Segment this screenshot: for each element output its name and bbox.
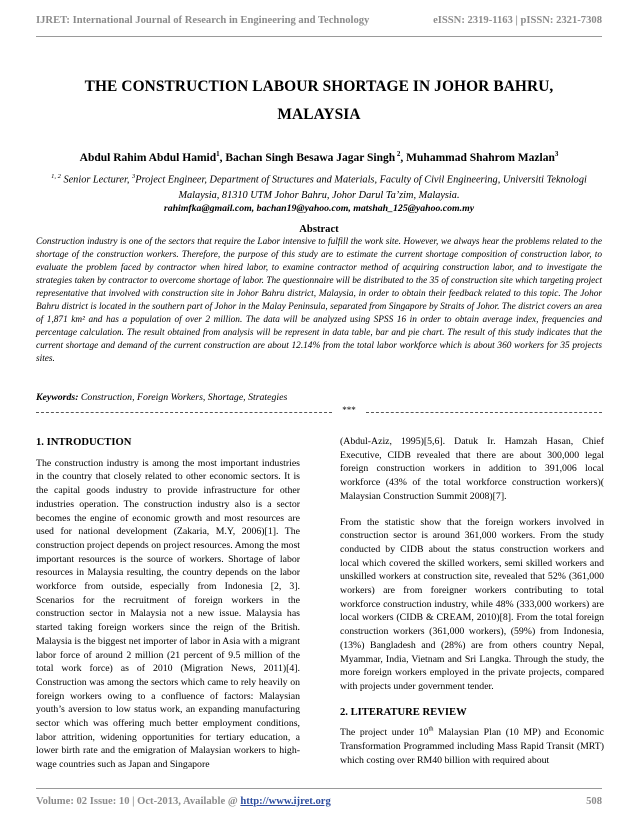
author-3: , Muhammad Shahrom Mazlan: [400, 151, 555, 164]
journal-issn: eISSN: 2319-1163 | pISSN: 2321-7308: [433, 15, 602, 26]
header-rule: [36, 36, 602, 37]
right-paragraph-1: (Abdul-Aziz, 1995)[5,6]. Datuk Ir. Hamzah Hasan, Chief Executive, CIDB revealed that there are about 300,000 legal foreign construction workers in addition to 391,006 local workforce (43% of the total workforce construction workers)( Malaysian Construction Summit 2008)[7].: [340, 436, 604, 502]
literature-text-a: The project under 10: [340, 727, 429, 739]
right-paragraph-2: From the statistic show that the foreign workers involved in construction sector is around 361,000 workers. From the study conducted by CIDB about the status construction workers and local which covered the skilled workers, semi skilled workers and unskilled workers at construction site, revealed that 52% (361,000 workers) are from foreigner workers contributing to total workforce construction industry, while 48% (333,000 workers) are local workers (CIDB & CREAM, 2010)[8]. From the total foreign construction workers (361,000 workers), (59%) from Indonesia, (13%) Bangladesh and (28%) are from others country Nepal, Myammar, India, Vietnam and Sri Langka. Through the study, the more foreign workers employed in the private projects, compared with projects under government tender.: [340, 516, 604, 692]
abstract-heading: Abstract: [299, 224, 339, 235]
title-line-2: MALAYSIA: [277, 106, 361, 123]
author-list: [36, 150, 602, 164]
author-2: , Bachan Singh Besawa Jagar Singh: [219, 151, 396, 164]
right-column: [340, 435, 604, 767]
section-heading-introduction: 1. INTRODUCTION: [36, 437, 132, 448]
page-number: 508: [586, 796, 602, 807]
author-2-sup: 2: [395, 150, 401, 158]
keywords-label: Keywords:: [36, 392, 79, 403]
left-column: [36, 436, 300, 772]
section-heading-literature-review: 2. LITERATURE REVIEW: [340, 706, 467, 718]
journal-website-link[interactable]: http://www.ijret.org: [240, 796, 331, 807]
journal-name: IJRET: International Journal of Research in Engineering and Technology: [36, 15, 370, 26]
abstract-body: Construction industry is one of the sectors that require the Labor intensive to fulfill the work site. However, we always hear the problems related to the shortage of the construction workers. Therefore, the purpose of this study are to estimate the current shortage composition of construction labor, to evaluate the problem faced by contractor when hired labor, to examine contractor method of acquiring construction labor, and to investigate the strategies taken by contractor to overcome shortage of labor. The questionnaire will be distributed to the 35 of construction site which targeting project representative that involved with construction site in Johor Bahru district, Malaysia, in order to obtain their feedback related to this topic. The Johor Bahru district is located in the southern part of Johor in the Malay Peninsula, separated from Singapore by Straits of Johor. The district covers an area of 1,871 km² and has a population of over 2 million. The data will be analyzed using SPSS 16 in order to obtain average index, frequencies and percentage calculation. The result obtained from analysis will be represent in data table, bar and pie chart. The result of this study indicates that the current shortage and demand of the current construction are about 12.14% from the total labor workforce which is about 360 workers for 35 projects sites.: [36, 237, 602, 364]
literature-sup: th: [428, 726, 434, 734]
affiliation-role-1: Senior Lecturer,: [60, 174, 133, 186]
introduction-paragraph: The construction industry is among the most important industries in the country that closely related to other economic sectors. It is the capital goods industry to provide infrastructure for other industries operation. The construction industry also is a sector becomes the engine of economic growth and most resources are used for national development (Zakaria, M.Y, 2006)[1]. The construction project depends on project resources. Among the most important resources is the source of workers. Shortage of labor resources in Malaysia resulting, the country depends on the labor workforce from outside, especially from Indonesia [2, 3]. Scenarios for the recruitment of foreign workers in the construction sector in Malaysia not a new issue. Malaysia has started taking foreign workers since the reign of the British. Malaysia is the biggest net importer of labor in Asia with a migrant labor force of around 2 million (21 percent of 9.5 million of the total work force) as of 2010 (Migration News, 2011)[4]. Construction was among the sectors which came to rely heavily on foreign workers owing to a confluence of factors: Malaysian youth’s aversion to low status work, an expanding manufacturing sector which was offering much better employment conditions, labor attrition, widening opportunities for tertiary education, a lower birth rate and the emigration of Malaysian workers to high-wage countries such as Japan and Singapore: [36, 457, 300, 771]
affiliation: [36, 169, 602, 203]
literature-text-b: Malaysian Plan (10 MP) and Economic Transformation Programmed including Mass Rapid Transit (MRT) which costing over RM40 billion with required about: [340, 727, 604, 766]
divider-stars: ***: [342, 405, 356, 415]
footer-prefix: Volume: 02 Issue: 10 | Oct-2013, Available @: [36, 796, 241, 807]
section-divider: [36, 406, 602, 416]
keywords-text: Construction, Foreign Workers, Shortage, Strategies: [78, 392, 288, 403]
divider-line-left: [36, 412, 332, 413]
literature-paragraph: [340, 726, 604, 767]
author-3-sup: 3: [554, 150, 559, 158]
author-emails: rahimfka@gmail.com, bachan19@yahoo.com, matshah_125@yahoo.com.my: [163, 203, 475, 214]
author-1: Abdul Rahim Abdul Hamid: [79, 151, 217, 164]
title-line-1: THE CONSTRUCTION LABOUR SHORTAGE IN JOHOR BAHRU,: [84, 78, 554, 95]
keywords: [36, 392, 602, 403]
affiliation-sup-1: 1, 2: [51, 173, 61, 180]
author-1-sup: 1: [216, 150, 220, 158]
page-footer: [36, 796, 602, 812]
divider-line-right: [366, 412, 602, 413]
affiliation-address: Project Engineer, Department of Structures and Materials, Faculty of Civil Engineering, Universiti Teknologi Malaysia, 81310 UTM Johor Bahru, Johor Darul Ta’zim, Malaysia.: [135, 174, 587, 201]
footer-volume-info: [36, 796, 331, 807]
journal-header: [36, 15, 602, 31]
footer-rule: [36, 788, 602, 789]
affiliation-sup-2: 3: [132, 173, 136, 180]
paper-title: [36, 73, 602, 129]
